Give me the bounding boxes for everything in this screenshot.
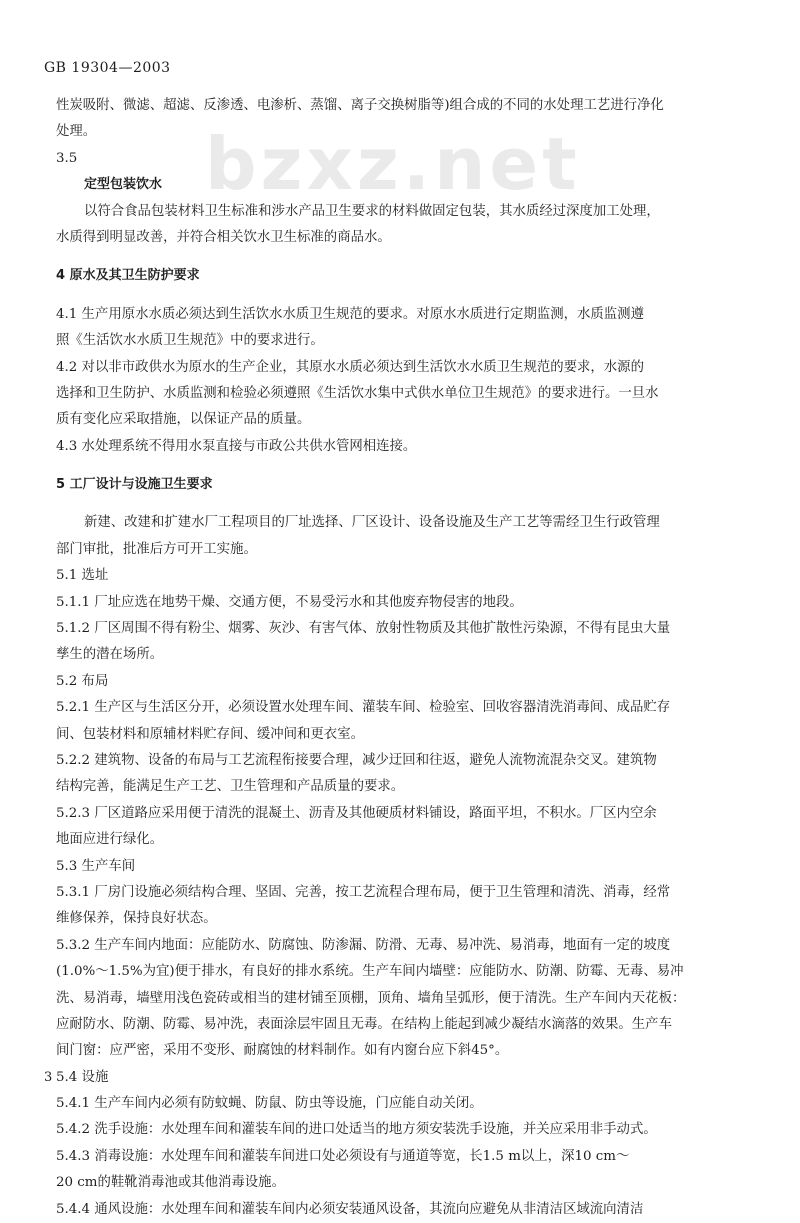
text-line: 结构完善，能满足生产工艺、卫生管理和产品质量的要求。: [56, 779, 405, 795]
text-line: 处理。: [56, 124, 97, 140]
document-body: [56, 93, 716, 1223]
text-line: 定型包装饮水: [84, 177, 163, 193]
text-line: 5 工厂设计与设施卫生要求: [56, 477, 213, 493]
text-line: 5.1 选址: [56, 568, 109, 584]
text-line: (1.0%～1.5%为宜)便于排水，有良好的排水系统。生产车间内墙壁：应能防水、防潮、防霉、无毒、易冲: [56, 964, 684, 980]
text-line: 5.4 设施: [56, 1069, 109, 1085]
text-line: 孳生的潜在场所。: [56, 647, 164, 663]
text-line: 水质得到明显改善，并符合相关饮水卫生标准的商品水。: [56, 229, 391, 245]
text-line: 间门窗：应严密，采用不变形、耐腐蚀的材料制作。如有内窗台应下斜45°。: [56, 1043, 509, 1059]
text-line: 5.1.1 厂址应选在地势干燥、交通方便，不易受污水和其他废弃物侵害的地段。: [56, 594, 523, 610]
text-line: 5.4.1 生产车间内必须有防蚊蝇、防鼠、防虫等设施，门应能自动关闭。: [56, 1096, 483, 1112]
text-line: 5.2 布局: [56, 673, 109, 689]
paragraph-gap: [56, 290, 716, 302]
text-line: 维修保养，保持良好状态。: [56, 911, 217, 927]
text-line: 以符合食品包装材料卫生标准和涉水产品卫生要求的材料做固定包装，其水质经过深度加工处理，: [84, 203, 660, 219]
text-line: 4.2 对以非市政供水为原水的生产企业，其原水水质必须达到生活饮水水质卫生规范的要求，水源的: [56, 359, 644, 375]
paragraph-gap: [56, 498, 716, 510]
text-line: 选择和卫生防护、水质监测和检验必须遵照《生活饮水集中式供水单位卫生规范》的要求进行。一旦水: [56, 385, 659, 401]
text-line: 5.4.4 通风设施：水处理车间和灌装车间内必须安装通风设备，其流向应避免从非清洁区域流向清洁: [56, 1201, 644, 1217]
text-line: 5.3.2 生产车间内地面：应能防水、防腐蚀、防渗漏、防滑、无毒、易冲洗、易消毒，地面有一定的坡度: [56, 937, 671, 953]
text-line: 5.1.2 厂区周围不得有粉尘、烟雾、灰沙、有害气体、放射性物质及其他扩散性污染源，不得有昆虫大量: [56, 621, 671, 637]
page-number: 3: [44, 1070, 53, 1085]
text-line: 5.2.1 生产区与生活区分开，必须设置水处理车间、灌装车间、检验室、回收容器清洗消毒间、成品贮存: [56, 700, 671, 716]
paragraph-gap: [56, 460, 716, 472]
text-line: 4.3 水处理系统不得用水泵直接与市政公共供水管网相连接。: [56, 438, 417, 454]
text-line: 洗、易消毒，墙壁用浅色瓷砖或相当的建材铺至顶棚，顶角、墙角呈弧形，便于清洗。生产车间内天花板：: [56, 990, 686, 1006]
text-line: 5.4.3 消毒设施：水处理车间和灌装车间进口处必须设有与通道等宽，长1.5 m以上，深10 cm～: [56, 1148, 630, 1164]
text-line: 5.2.2 建筑物、设备的布局与工艺流程衔接要合理，减少迂回和往返，避免人流物流混杂交叉。建筑物: [56, 752, 657, 768]
text-line: 4.1 生产用原水水质必须达到生活饮水水质卫生规范的要求。对原水水质进行定期监测，水质监测遵: [56, 306, 644, 322]
text-line: 质有变化应采取措施，以保证产品的质量。: [56, 412, 311, 428]
text-line: 照《生活饮水水质卫生规范》中的要求进行。: [56, 333, 324, 349]
text-line: 3.5: [56, 150, 78, 166]
text-line: 应耐防水、防潮、防霉、易冲洗，表面涂层牢固且无毒。在结构上能起到减少凝结水滴落的效果。生产车: [56, 1016, 672, 1032]
text-line: 间、包装材料和原辅材料贮存间、缓冲间和更衣室。: [56, 726, 364, 742]
text-line: 5.3.1 厂房门设施必须结构合理、坚固、完善，按工艺流程合理布局，便于卫生管理和清洗、消毒，经常: [56, 884, 671, 900]
watermark-text: bzxz.net: [205, 122, 581, 206]
paragraph-gap: [56, 251, 716, 263]
text-line: 5.2.3 厂区道路应采用便于清洗的混凝土、沥青及其他硬质材料铺设，路面平坦，不积水。厂区内空余: [56, 805, 657, 821]
text-line: 4 原水及其卫生防护要求: [56, 268, 200, 284]
text-line: 20 cm的鞋靴消毒池或其他消毒设施。: [56, 1175, 285, 1191]
text-line: 新建、改建和扩建水厂工程项目的厂址选择、厂区设计、设备设施及生产工艺等需经卫生行政管理: [84, 515, 660, 531]
text-line: 部门审批，批准后方可开工实施。: [56, 541, 257, 557]
text-line: 5.3 生产车间: [56, 858, 136, 874]
text-line: 地面应进行绿化。: [56, 832, 164, 848]
standard-number-header: GB 19304—2003: [44, 60, 171, 76]
text-line: 性炭吸附、微滤、超滤、反渗透、电渗析、蒸馏、离子交换树脂等)组合成的不同的水处理工艺进行净化: [56, 98, 664, 113]
text-line: 5.4.2 洗手设施：水处理车间和灌装车间的进口处适当的地方须安装洗手设施，并关应采用非手动式。: [56, 1122, 657, 1138]
